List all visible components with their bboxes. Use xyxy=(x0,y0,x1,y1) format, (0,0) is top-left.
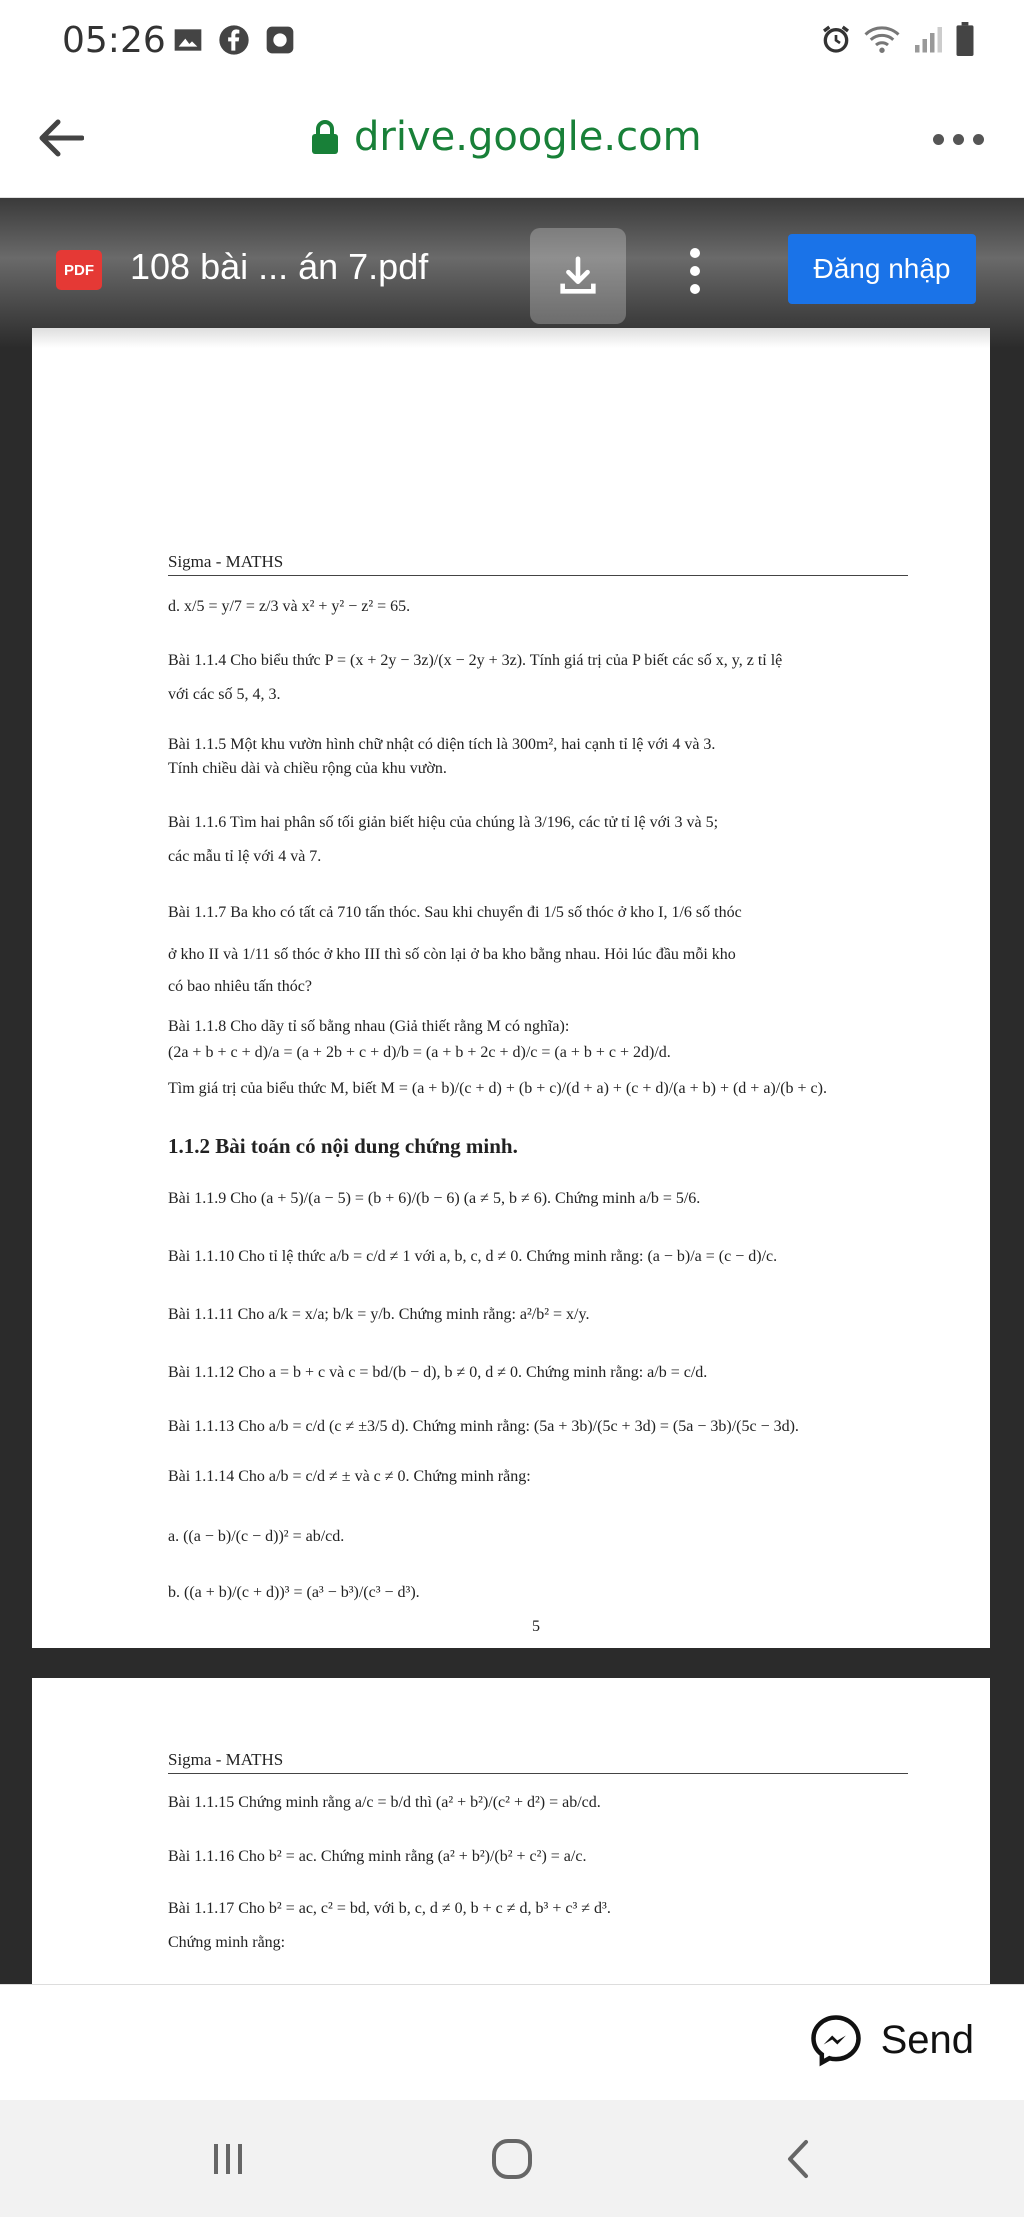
text-line: b. ((a + b)/(c + d))³ = (a³ − b³)/(c³ − d³). xyxy=(168,1584,420,1601)
pdf-viewer[interactable] xyxy=(0,198,1024,1984)
text-line: Bài 1.1.12 Cho a = b + c và c = bd/(b − d), b ≠ 0, d ≠ 0. Chứng minh rằng: a/b = c/d. xyxy=(168,1364,708,1381)
send-label: Send xyxy=(880,2017,974,2062)
text-line: có bao nhiêu tấn thóc? xyxy=(168,978,312,995)
text-line: Bài 1.1.6 Tìm hai phân số tối giản biết hiệu của chúng là 3/196, các tử tỉ lệ với 3 và 5; xyxy=(168,814,719,831)
file-title: 108 bài ... án 7.pdf xyxy=(130,246,429,287)
signal-icon xyxy=(912,24,942,54)
back-arrow-icon[interactable] xyxy=(36,118,84,158)
text-line: ở kho II và 1/11 số thóc ở kho III thì số còn lại ở ba kho bằng nhau. Hỏi lúc đầu mỗi kho xyxy=(168,946,736,963)
text-line: Bài 1.1.17 Cho b² = ac, c² = bd, với b, c, d ≠ 0, b + c ≠ d, b³ + c³ ≠ d³. xyxy=(168,1900,611,1917)
text-line: các mẫu tỉ lệ với 4 và 7. xyxy=(168,848,322,865)
share-bar xyxy=(0,1984,1024,2100)
system-nav-bar xyxy=(0,2100,1024,2217)
status-time: 05:26 xyxy=(62,20,166,61)
text-line: Bài 1.1.13 Cho a/b = c/d (c ≠ ±3/5 d). Chứng minh rằng: (5a + 3b)/(5c + 3d) = (5a − 3b)/(5c − 3d). xyxy=(168,1418,799,1435)
pdf-toolbar xyxy=(0,198,1024,348)
more-options-icon[interactable] xyxy=(690,248,700,294)
back-nav-icon[interactable] xyxy=(770,2134,830,2184)
text-line: Bài 1.1.7 Ba kho có tất cả 710 tấn thóc. Sau khi chuyển đi 1/5 số thóc ở kho I, 1/6 số thóc xyxy=(168,904,742,921)
pdf-page-5 xyxy=(32,328,990,1648)
system-icons xyxy=(820,22,976,56)
gallery-icon xyxy=(172,24,204,56)
text-line: với các số 5, 4, 3. xyxy=(168,686,281,703)
text-line: Bài 1.1.14 Cho a/b = c/d ≠ ± và c ≠ 0. Chứng minh rằng: xyxy=(168,1468,531,1485)
text-line: Bài 1.1.10 Cho tỉ lệ thức a/b = c/d ≠ 1 với a, b, c, d ≠ 0. Chứng minh rằng: (a − b)/a = (c − d)/c. xyxy=(168,1248,778,1265)
text-line: Tính chiều dài và chiều rộng của khu vườn. xyxy=(168,760,447,777)
text-line: Bài 1.1.11 Cho a/k = x/a; b/k = y/b. Chứng minh rằng: a²/b² = x/y. xyxy=(168,1306,590,1323)
pdf-page-6 xyxy=(32,1678,990,1984)
login-button[interactable]: Đăng nhập xyxy=(788,234,976,304)
text-line: d. x/5 = y/7 = z/3 và x² + y² − z² = 65. xyxy=(168,598,411,615)
notification-icons xyxy=(172,24,296,56)
battery-icon xyxy=(954,22,976,56)
section-heading: 1.1.2 Bài toán có nội dung chứng minh. xyxy=(168,1134,518,1158)
home-icon[interactable] xyxy=(482,2134,542,2184)
overflow-menu-icon[interactable] xyxy=(933,134,984,145)
send-button[interactable] xyxy=(809,2013,974,2067)
browser-toolbar xyxy=(0,80,1024,198)
alarm-icon xyxy=(820,23,852,55)
text-line: Bài 1.1.4 Cho biểu thức P = (x + 2y − 3z)/(x − 2y + 3z). Tính giá trị của P biết các số x, y, z tỉ lệ xyxy=(168,652,783,669)
wifi-icon xyxy=(864,23,900,55)
recent-apps-icon[interactable] xyxy=(198,2134,258,2184)
text-line: Bài 1.1.8 Cho dãy tỉ số bằng nhau (Giả thiết rằng M có nghĩa): xyxy=(168,1018,570,1035)
url-field[interactable] xyxy=(310,114,702,160)
download-icon xyxy=(555,253,601,299)
url-text: drive.google.com xyxy=(354,114,702,160)
download-button[interactable] xyxy=(530,228,626,324)
text-line: Bài 1.1.5 Một khu vườn hình chữ nhật có diện tích là 300m², hai cạnh tỉ lệ với 4 và 3. xyxy=(168,736,716,753)
page-header: Sigma - MATHS xyxy=(168,1750,908,1774)
text-line: Chứng minh rằng: xyxy=(168,1934,286,1951)
facebook-icon xyxy=(218,24,250,56)
text-line: Tìm giá trị của biểu thức M, biết M = (a + b)/(c + d) + (b + c)/(d + a) + (c + d)/(a + b) + (d + a)/(b + c). xyxy=(168,1080,827,1097)
text-line: Bài 1.1.15 Chứng minh rằng a/c = b/d thì (a² + b²)/(c² + d²) = ab/cd. xyxy=(168,1794,601,1811)
messenger-icon xyxy=(809,2013,863,2067)
pdf-file-icon: PDF xyxy=(56,250,102,290)
text-line: (2a + b + c + d)/a = (a + 2b + c + d)/b = (a + b + 2c + d)/c = (a + b + c + 2d)/d. xyxy=(168,1044,671,1061)
lock-icon xyxy=(310,119,340,155)
status-bar xyxy=(0,0,1024,80)
page-number: 5 xyxy=(532,1618,540,1635)
app-notification-icon xyxy=(264,24,296,56)
page-header: Sigma - MATHS xyxy=(168,552,908,576)
text-line: Bài 1.1.16 Cho b² = ac. Chứng minh rằng (a² + b²)/(b² + c²) = a/c. xyxy=(168,1848,587,1865)
text-line: Bài 1.1.9 Cho (a + 5)/(a − 5) = (b + 6)/(b − 6) (a ≠ 5, b ≠ 6). Chứng minh a/b = 5/6. xyxy=(168,1190,701,1207)
text-line: a. ((a − b)/(c − d))² = ab/cd. xyxy=(168,1528,345,1545)
